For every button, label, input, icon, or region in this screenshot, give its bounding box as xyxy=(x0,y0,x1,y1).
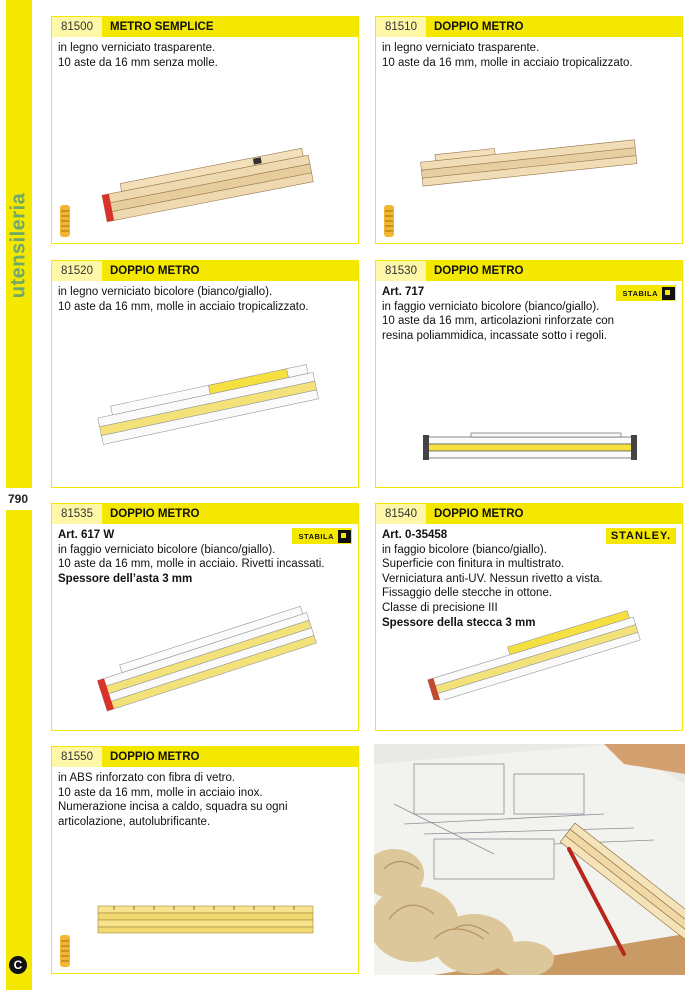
product-header xyxy=(376,17,682,37)
page-number: 790 xyxy=(0,488,36,510)
product-card-81520 xyxy=(51,260,359,488)
product-name: DOPPIO METRO xyxy=(434,508,524,520)
product-card-81510 xyxy=(375,16,683,244)
brand-logo-stanley: STANLEY. xyxy=(606,528,676,544)
spring-icon xyxy=(384,205,394,237)
product-card-81500 xyxy=(51,16,359,244)
product-name: DOPPIO METRO xyxy=(434,265,524,277)
product-name: DOPPIO METRO xyxy=(110,508,200,520)
folding-rule-image xyxy=(92,604,320,714)
product-code: 81510 xyxy=(376,17,427,37)
product-card-81550 xyxy=(51,746,359,974)
product-code: 81535 xyxy=(52,504,103,524)
product-header xyxy=(52,504,358,524)
product-code: 81550 xyxy=(52,747,103,767)
spring-icon xyxy=(60,935,70,967)
stabila-logo-icon xyxy=(662,287,675,300)
product-card-81530 xyxy=(375,260,683,488)
product-header xyxy=(376,504,682,524)
product-name: DOPPIO METRO xyxy=(110,751,200,763)
product-description: in legno verniciato bicolore (bianco/giallo). 10 aste da 16 mm, molle in acciaio tropicalizzato. xyxy=(58,286,309,313)
product-name: METRO SEMPLICE xyxy=(110,21,214,33)
product-header xyxy=(52,747,358,767)
product-name: DOPPIO METRO xyxy=(110,265,200,277)
section-title: utensileria xyxy=(7,192,30,298)
product-description: in legno verniciato trasparente. 10 aste da 16 mm, molle in acciaio tropicalizzato. xyxy=(382,42,633,69)
folding-rule-image xyxy=(92,359,322,447)
copyright-icon: C xyxy=(9,956,27,974)
product-description: Art. 0-35458 in faggio bicolore (bianco/giallo). Superficie con finitura in multistrato. Verniciatura anti-UV. Nessun rivetto a vista. Fissaggio delle stecche in ottone. Classe di precisione III Spessore della stecca 3 mm xyxy=(382,529,603,629)
product-description: in legno verniciato trasparente. 10 aste da 16 mm senza molle. xyxy=(58,42,218,69)
folding-rule-image xyxy=(416,131,641,191)
product-header xyxy=(52,17,358,37)
folding-rule-image xyxy=(421,610,646,700)
product-code: 81520 xyxy=(52,261,103,281)
product-header xyxy=(376,261,682,281)
product-code: 81540 xyxy=(376,504,427,524)
workbench-photo-illustration xyxy=(374,744,685,975)
product-card-81540 xyxy=(375,503,683,731)
stabila-logo-icon xyxy=(338,530,351,543)
brand-logo-stabila: STABILA xyxy=(292,528,352,544)
folding-rule-image xyxy=(421,429,639,467)
product-name: DOPPIO METRO xyxy=(434,21,524,33)
spring-icon xyxy=(60,205,70,237)
product-header xyxy=(52,261,358,281)
product-card-81535 xyxy=(51,503,359,731)
product-description: in ABS rinforzato con fibra di vetro. 10 aste da 16 mm, molle in acciaio inox. Numerazione incisa a caldo, squadra su ogni articolazione, autolubrificante. xyxy=(58,772,288,828)
product-code: 81500 xyxy=(52,17,103,37)
product-description: Art. 717 in faggio verniciato bicolore (bianco/giallo). 10 aste da 16 mm, articolazioni rinforzate con resina poliammidica, incassate sotto i regoli. xyxy=(382,286,615,342)
folding-rule-image xyxy=(97,145,317,225)
folding-rule-image xyxy=(94,902,319,938)
product-description: Art. 617 W in faggio verniciato bicolore (bianco/giallo). 10 aste da 16 mm, molle in acciaio. Rivetti incassati. Spessore dell’asta 3 mm xyxy=(58,529,325,585)
product-code: 81530 xyxy=(376,261,427,281)
workbench-photo xyxy=(374,744,685,975)
brand-logo-stabila: STABILA xyxy=(616,285,676,301)
